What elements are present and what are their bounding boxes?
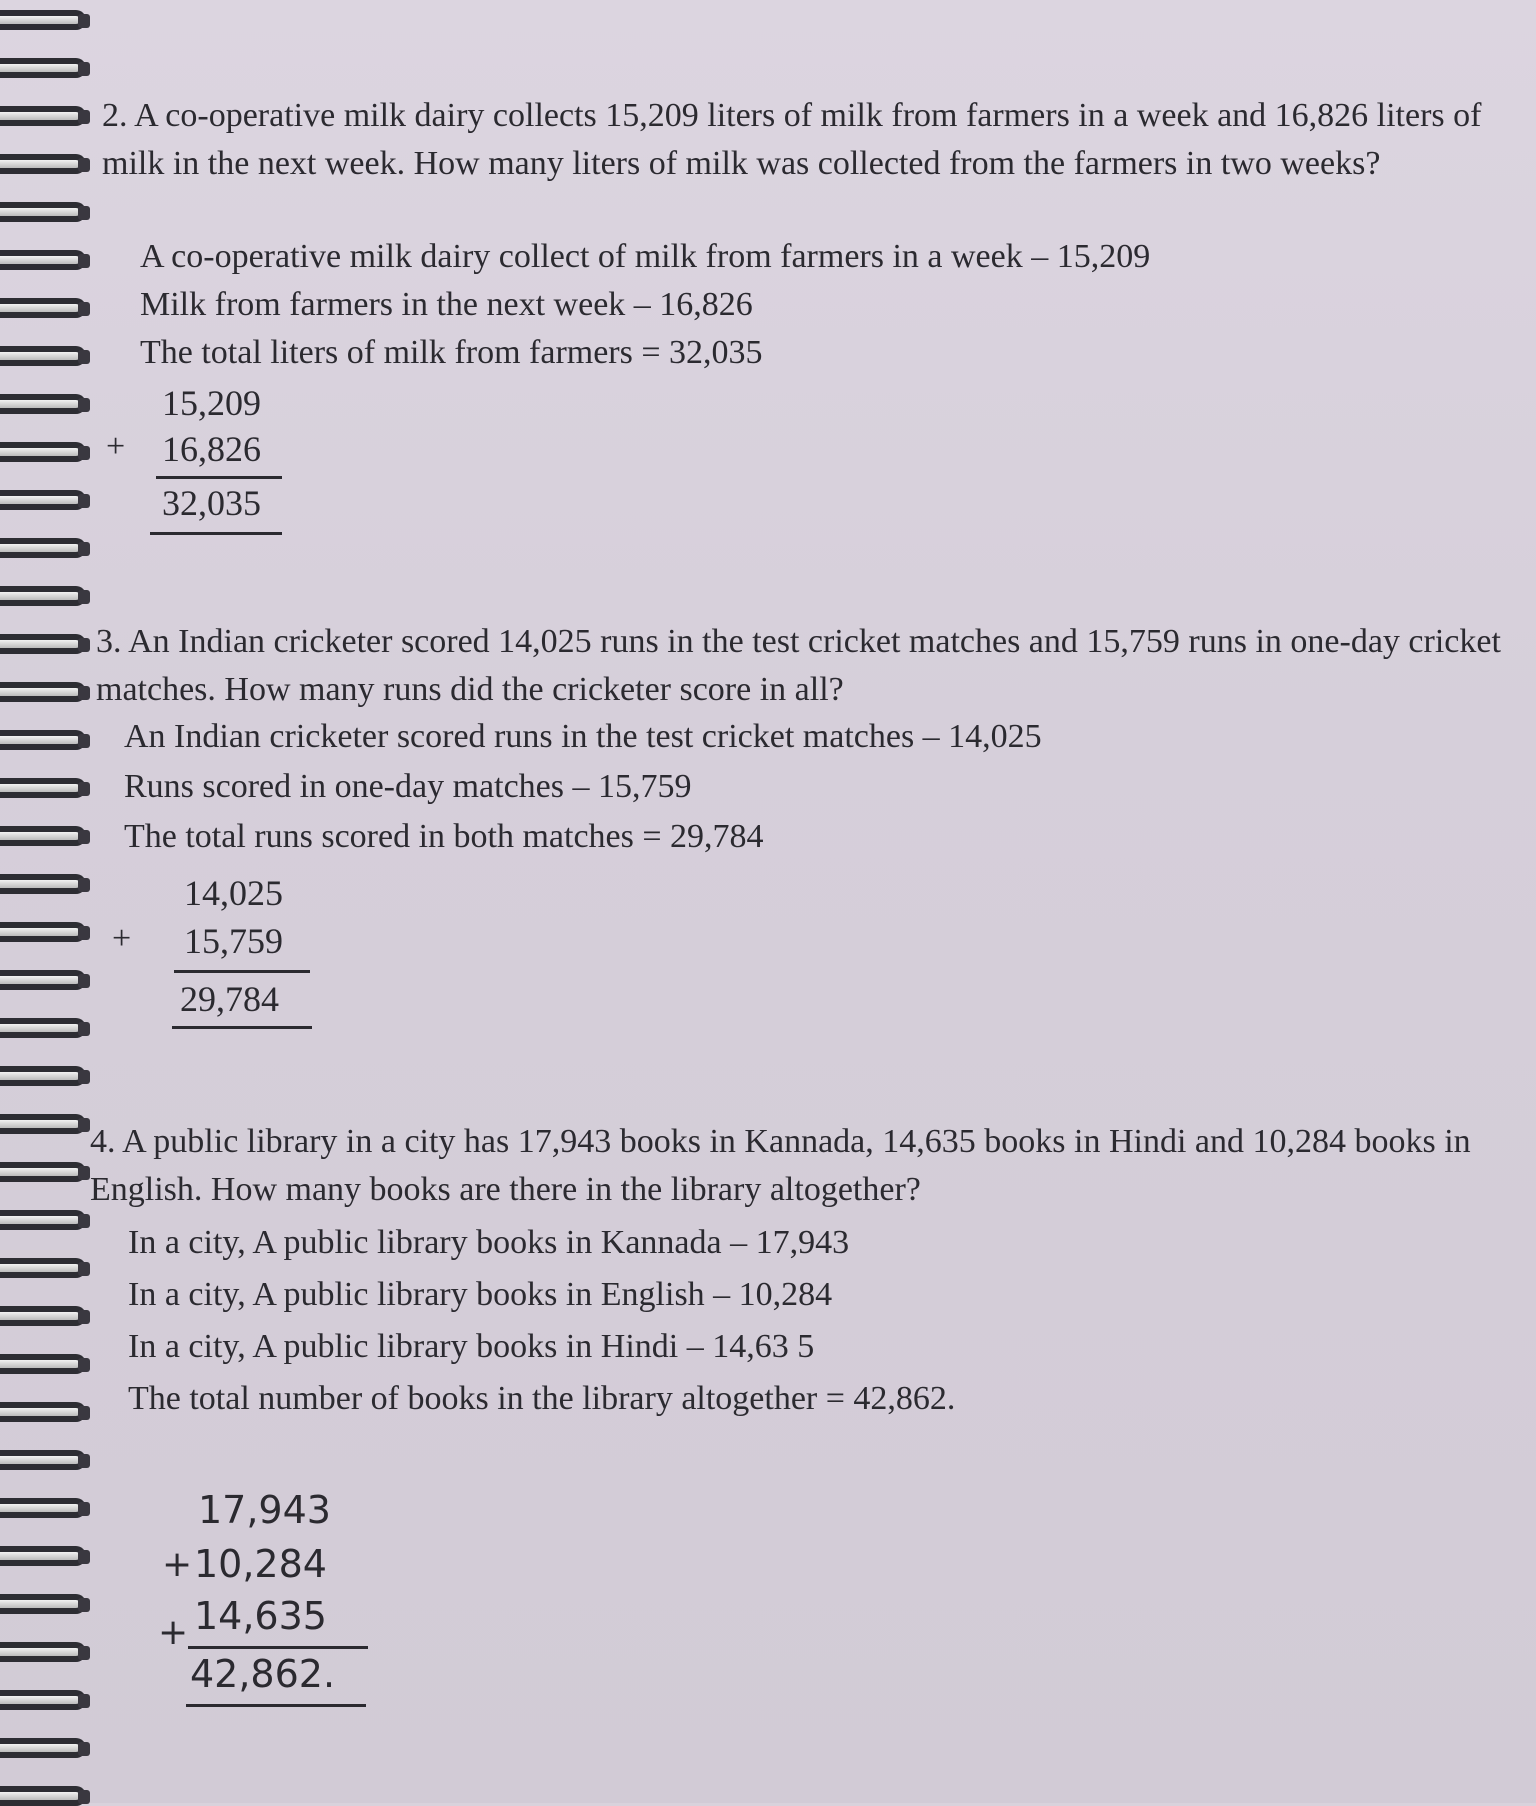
addend: 15,209 (162, 383, 261, 423)
sum-rule (150, 532, 282, 535)
spiral-coil (0, 298, 86, 318)
given-line: The total number of books in the library altogether = 42,862. (128, 1380, 956, 1417)
punch-hole (78, 1406, 90, 1420)
addend: 14,025 (184, 873, 283, 913)
punch-hole (78, 878, 90, 892)
spiral-coil (0, 682, 86, 702)
spiral-coil (0, 1642, 86, 1662)
sum-total: 32,035 (162, 483, 261, 523)
spiral-coil (0, 1066, 86, 1086)
punch-hole (78, 1166, 90, 1180)
sum-rule (188, 1646, 368, 1649)
sum-rule (156, 476, 282, 479)
sum-rule (186, 1704, 366, 1707)
spiral-coil (0, 106, 86, 126)
given-line: An Indian cricketer scored runs in the test cricket matches – 14,025 (124, 718, 1042, 755)
spiral-coil (0, 970, 86, 990)
punch-hole (78, 1454, 90, 1468)
spiral-coil (0, 778, 86, 798)
addend: 14,635 (194, 1594, 327, 1638)
sum-total: 29,784 (180, 979, 279, 1019)
punch-hole (78, 542, 90, 556)
given-line: The total liters of milk from farmers = 32,035 (140, 334, 763, 371)
punch-hole (78, 734, 90, 748)
punch-hole (78, 1646, 90, 1660)
spiral-coil (0, 1594, 86, 1614)
given-line: Runs scored in one-day matches – 15,759 (124, 768, 692, 805)
spiral-coil (0, 1786, 86, 1806)
punch-hole (78, 1694, 90, 1708)
punch-hole (78, 158, 90, 172)
punch-hole (78, 1070, 90, 1084)
spiral-coil (0, 250, 86, 270)
spiral-coil (0, 730, 86, 750)
given-line: A co-operative milk dairy collect of milk from farmers in a week – 15,209 (140, 238, 1151, 275)
sum-rule (174, 970, 310, 973)
addend: 17,943 (198, 1488, 331, 1532)
plus-sign: + (162, 1544, 193, 1585)
spiral-coil (0, 586, 86, 606)
spiral-coil (0, 1018, 86, 1038)
spiral-coil (0, 154, 86, 174)
spiral-coil (0, 1114, 86, 1134)
spiral-coil (0, 874, 86, 894)
question-text: 3. An Indian cricketer scored 14,025 runs in the test cricket matches and 15,759 runs in one-day cricket matches. How many runs did the cricketer score in all? (96, 623, 1501, 708)
spiral-coil (0, 1690, 86, 1710)
punch-hole (78, 1358, 90, 1372)
given-line: In a city, A public library books in Hindi – 14,63 5 (128, 1328, 815, 1365)
given-line: Milk from farmers in the next week – 16,826 (140, 286, 753, 323)
plus-sign: + (158, 1612, 189, 1653)
given-line: In a city, A public library books in Kannada – 17,943 (128, 1224, 850, 1261)
spiral-coil (0, 58, 86, 78)
punch-hole (78, 1310, 90, 1324)
spiral-coil (0, 634, 86, 654)
spiral-coil (0, 1210, 86, 1230)
spiral-coil (0, 442, 86, 462)
given-line: The total runs scored in both matches = 29,784 (124, 818, 764, 855)
spiral-coil (0, 1738, 86, 1758)
given-line: In a city, A public library books in English – 10,284 (128, 1276, 833, 1313)
spiral-coil (0, 1450, 86, 1470)
punch-hole (78, 1262, 90, 1276)
sum-rule (172, 1026, 312, 1029)
punch-hole (78, 302, 90, 316)
spiral-coil (0, 826, 86, 846)
question-text: 2. A co-operative milk dairy collects 15,209 liters of milk from farmers in a week and 16,826 liters of milk in the next week. How many liters of milk was collected from the farmers in two weeks? (102, 97, 1482, 182)
question-2 (102, 92, 1502, 188)
sum-total: 42,862. (190, 1652, 336, 1696)
spiral-coil (0, 1402, 86, 1422)
punch-hole (78, 1598, 90, 1612)
punch-hole (78, 14, 90, 28)
punch-hole (78, 1502, 90, 1516)
question-3 (96, 618, 1516, 714)
spiral-coil (0, 10, 86, 30)
punch-hole (78, 62, 90, 76)
spiral-coil (0, 1162, 86, 1182)
spiral-coil (0, 922, 86, 942)
spiral-coil (0, 538, 86, 558)
punch-hole (78, 110, 90, 124)
punch-hole (78, 1214, 90, 1228)
addend: 10,284 (194, 1542, 327, 1586)
punch-hole (78, 638, 90, 652)
spiral-binding (0, 0, 100, 1803)
plus-sign: + (112, 920, 132, 957)
question-4 (90, 1118, 1530, 1214)
punch-hole (78, 1790, 90, 1804)
punch-hole (78, 1118, 90, 1132)
punch-hole (78, 590, 90, 604)
spiral-coil (0, 1306, 86, 1326)
punch-hole (78, 1742, 90, 1756)
spiral-coil (0, 346, 86, 366)
punch-hole (78, 254, 90, 268)
punch-hole (78, 1550, 90, 1564)
addition-sum-4 (156, 1488, 396, 1718)
punch-hole (78, 446, 90, 460)
punch-hole (78, 974, 90, 988)
punch-hole (78, 926, 90, 940)
plus-sign: + (106, 428, 126, 465)
spiral-coil (0, 490, 86, 510)
punch-hole (78, 206, 90, 220)
punch-hole (78, 1022, 90, 1036)
addend: 15,759 (184, 921, 283, 961)
addend: 16,826 (162, 429, 261, 469)
punch-hole (78, 350, 90, 364)
punch-hole (78, 782, 90, 796)
spiral-coil (0, 394, 86, 414)
punch-hole (78, 686, 90, 700)
punch-hole (78, 398, 90, 412)
spiral-coil (0, 1546, 86, 1566)
question-text: 4. A public library in a city has 17,943 books in Kannada, 14,635 books in Hindi and 10,284 books in English. How many books are there in the library altogether? (90, 1123, 1471, 1208)
addition-sum-2 (100, 382, 320, 542)
spiral-coil (0, 1258, 86, 1278)
addition-sum-3 (110, 872, 330, 1032)
spiral-coil (0, 202, 86, 222)
punch-hole (78, 830, 90, 844)
punch-hole (78, 494, 90, 508)
spiral-coil (0, 1354, 86, 1374)
spiral-coil (0, 1498, 86, 1518)
